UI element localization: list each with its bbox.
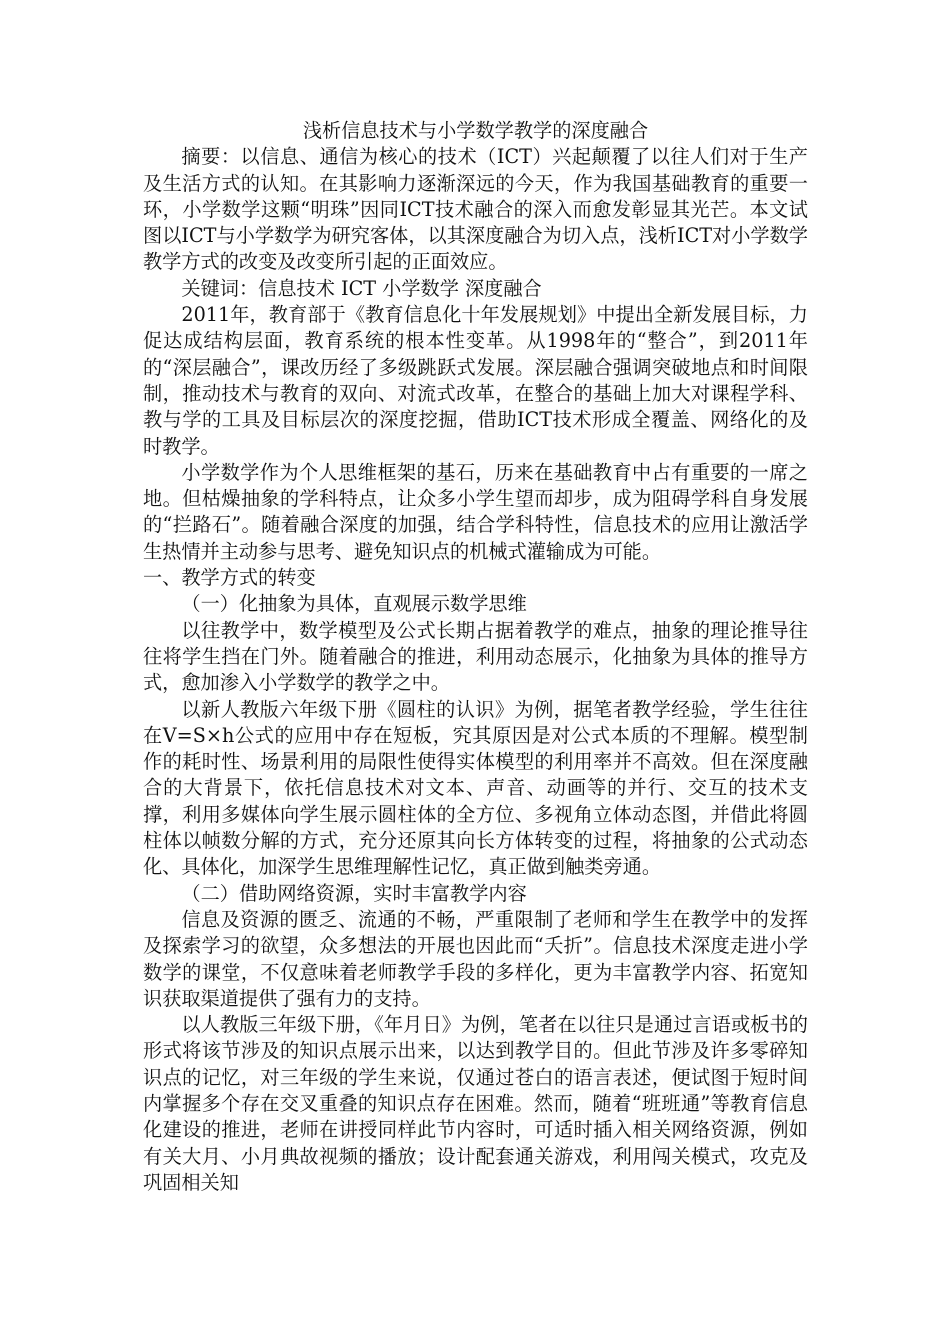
intro-paragraph: 小学数学作为个人思维框架的基石，历来在基础教育中占有重要的一席之地。但枯燥抽象的学科特点，让众多小学生望而却步，成为阻碍学科自身发展的“拦路石”。随着融合深度的加强，结合学科特性，信息技术的应用让激活学生热情并主动参与思考、避免知识点的机械式灌输成为可能。 <box>143 460 808 563</box>
intro-paragraph: 2011年，教育部于《教育信息化十年发展规划》中提出全新发展目标，力促达成结构层面，教育系统的根本性变革。从1998年的“整合”，到2011年的“深层融合”，课改历经了多级跳跃式发展。深层融合强调突破地点和时间限制，推动技术与教育的双向、对流式改革，在整合的基础上加大对课程学科、教与学的工具及目标层次的深度挖掘，借助ICT技术形成全覆盖、网络化的及时教学。 <box>143 303 808 458</box>
keywords-paragraph: 关键词：信息技术 ICT 小学数学 深度融合 <box>181 276 542 300</box>
document-page <box>143 118 808 1196</box>
body-paragraph: 信息及资源的匮乏、流通的不畅，严重限制了老师和学生在教学中的发挥及探索学习的欲望，众多想法的开展也因此而“夭折”。信息技术深度走进小学数学的课堂，不仅意味着老师教学手段的多样化，更为丰富教学内容、拓宽知识获取渠道提供了强有力的支持。 <box>143 907 808 1010</box>
body-paragraph: 以新人教版六年级下册《圆柱的认识》为例，据笔者教学经验，学生往往在V=S×h公式的应用中存在短板，究其原因是对公式本质的不理解。模型制作的耗时性、场景利用的局限性使得实体模型的利用率并不高效。但在深度融合的大背景下，依托信息技术对文本、声音、动画等的并行、交互的技术支撑，利用多媒体向学生展示圆柱体的全方位、多视角立体动态图，并借此将圆柱体以帧数分解的方式，充分还原其向长方体转变的过程，将抽象的公式动态化、具体化，加深学生思维理解性记忆，真正做到触类旁通。 <box>143 697 808 879</box>
subsection-heading: （一）化抽象为具体，直观展示数学思维 <box>181 592 527 616</box>
subsection-heading: （二）借助网络资源，实时丰富教学内容 <box>181 881 527 905</box>
document-title: 浅析信息技术与小学数学教学的深度融合 <box>302 119 649 142</box>
abstract-paragraph: 摘要：以信息、通信为核心的技术（ICT）兴起颠覆了以往人们对于生产及生活方式的认知。在其影响力逐渐深远的今天，作为我国基础教育的重要一环，小学数学这颗“明珠”因同ICT技术融合的深入而愈发彰显其光芒。本文试图以ICT与小学数学为研究客体，以其深度融合为切入点，浅析ICT对小学数学教学方式的改变及改变所引起的正面效应。 <box>143 145 808 274</box>
body-paragraph: 以人教版三年级下册，《年月日》为例，笔者在以往只是通过言语或板书的形式将该节涉及的知识点展示出来，以达到教学目的。但此节涉及许多零碎知识点的记忆，对三年级的学生来说，仅通过苍白的语言表述，便试图于短时间内掌握多个存在交叉重叠的知识点存在困难。然而，随着“班班通”等教育信息化建设的推进，老师在讲授同样此节内容时，可适时插入相关网络资源，例如有关大月、小月典故视频的播放；设计配套通关游戏，利用闯关模式，攻克及巩固相关知 <box>143 1013 808 1194</box>
body-paragraph: 以往教学中，数学模型及公式长期占据着教学的难点，抽象的理论推导往往将学生挡在门外。随着融合的推进，利用动态展示，化抽象为具体的推导方式，愈加渗入小学数学的教学之中。 <box>143 618 808 695</box>
section-heading: 一、教学方式的转变 <box>143 566 316 590</box>
